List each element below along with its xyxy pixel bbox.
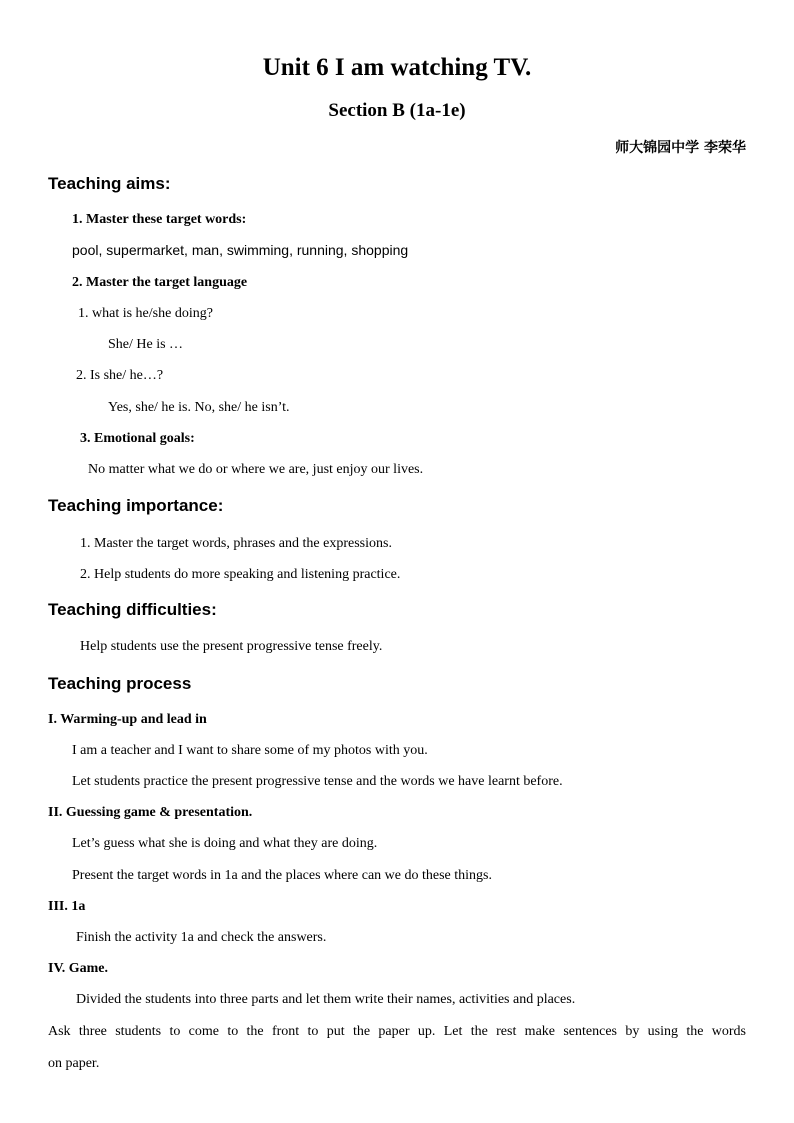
process-step-2-line-2: Present the target words in 1a and the places where can we do these things. (72, 868, 492, 883)
language-1-question: 1. what is he/she doing? (78, 306, 213, 321)
process-step-2-title: II. Guessing game & presentation. (48, 805, 253, 820)
process-step-3-line-1: Finish the activity 1a and check the answers. (76, 930, 327, 945)
heading-teaching-difficulties: Teaching difficulties: (48, 600, 217, 619)
process-step-1-line-1: I am a teacher and I want to share some of my photos with you. (72, 743, 428, 758)
importance-item-2: 2. Help students do more speaking and listening practice. (80, 567, 401, 582)
process-step-3-title: III. 1a (48, 899, 86, 914)
aim-3-text: No matter what we do or where we are, just enjoy our lives. (88, 462, 424, 477)
process-step-4-line-2: Ask three students to come to the front to put the paper up. Let the rest make sentences by using the words (48, 1024, 746, 1039)
language-1-answer: She/ He is … (108, 337, 184, 352)
aim-1-words: pool, supermarket, man, swimming, running, shopping (72, 242, 409, 258)
process-step-2-line-1: Let’s guess what she is doing and what they are doing. (72, 836, 378, 851)
heading-teaching-aims: Teaching aims: (48, 174, 171, 193)
heading-teaching-importance: Teaching importance: (48, 496, 224, 515)
process-step-4-line-1: Divided the students into three parts and let them write their names, activities and places. (76, 992, 576, 1007)
process-step-1-title: I. Warming-up and lead in (48, 712, 207, 727)
process-step-4-title: IV. Game. (48, 961, 109, 976)
aim-3-title: 3. Emotional goals: (80, 431, 195, 446)
importance-item-1: 1. Master the target words, phrases and the expressions. (80, 536, 392, 551)
document-subtitle: Section B (1a-1e) (328, 100, 466, 121)
aim-2-title: 2. Master the target language (72, 275, 248, 290)
process-step-1-line-2: Let students practice the present progressive tense and the words we have learnt before. (72, 774, 563, 789)
author-line: 师大锦园中学 李荣华 (615, 140, 746, 156)
document-title: Unit 6 I am watching TV. (262, 54, 532, 81)
language-2-answer: Yes, she/ he is. No, she/ he isn’t. (108, 400, 290, 415)
heading-teaching-process: Teaching process (48, 674, 192, 693)
process-step-4-line-3: on paper. (48, 1056, 100, 1071)
aim-1-title: 1. Master these target words: (72, 212, 247, 227)
difficulties-item-1: Help students use the present progressive tense freely. (80, 639, 383, 654)
language-2-question: 2. Is she/ he…? (76, 368, 164, 383)
